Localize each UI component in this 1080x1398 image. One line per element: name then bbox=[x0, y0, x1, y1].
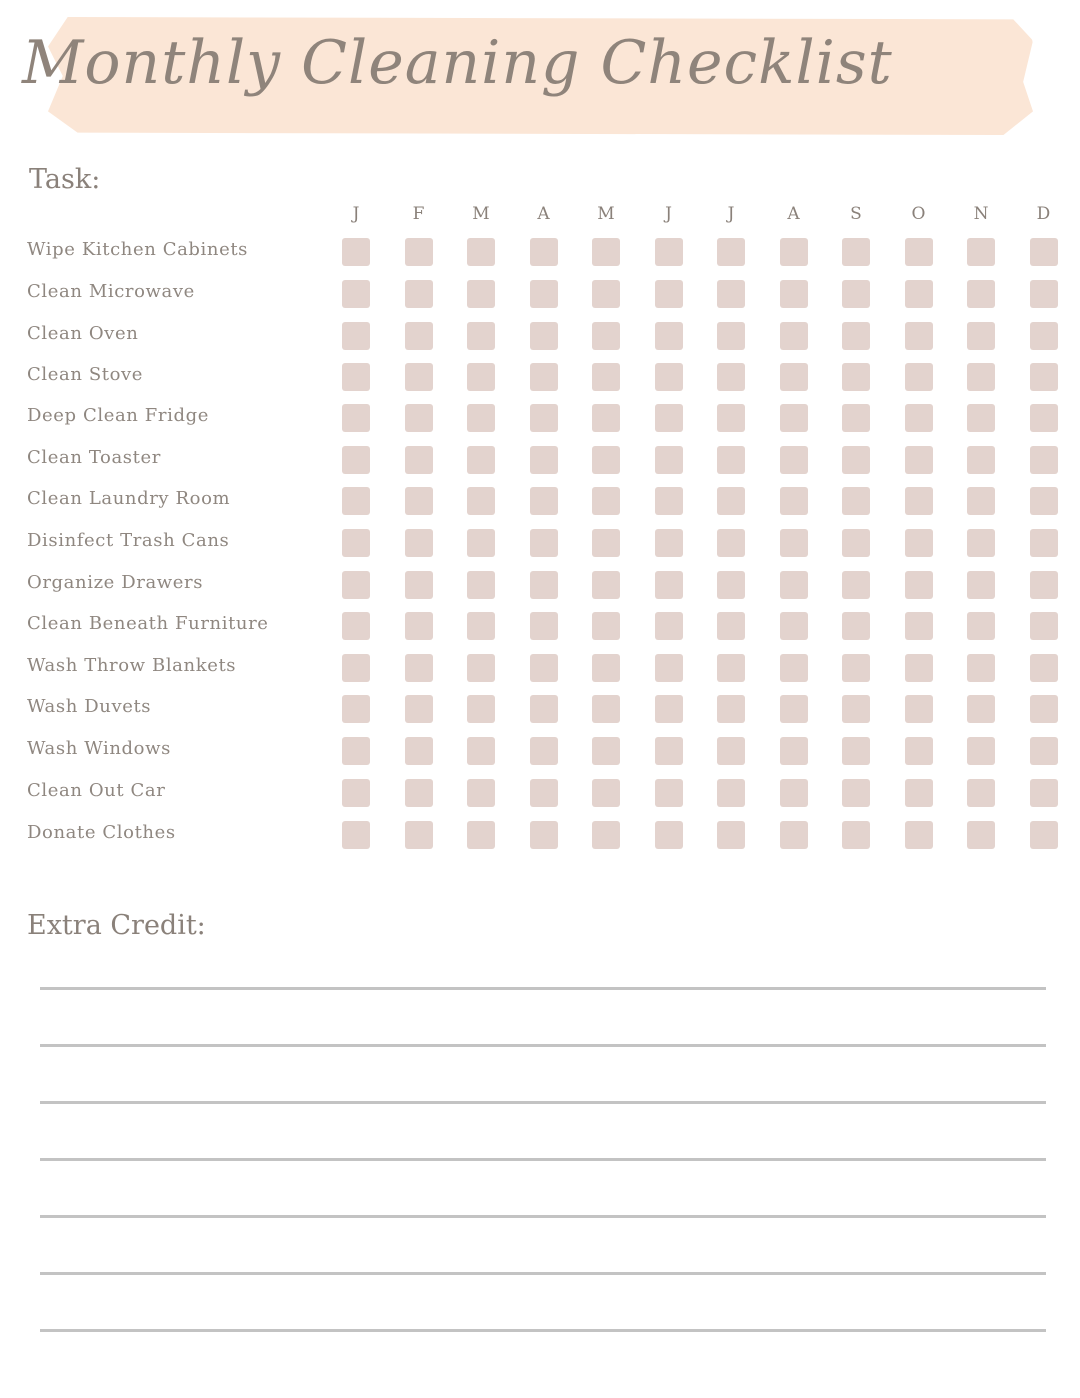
month-header: J bbox=[727, 204, 735, 224]
task-checkbox[interactable] bbox=[655, 238, 683, 266]
task-checkbox[interactable] bbox=[1030, 238, 1058, 266]
task-checkbox[interactable] bbox=[717, 446, 745, 474]
task-checkbox[interactable] bbox=[467, 821, 495, 849]
task-checkbox[interactable] bbox=[842, 280, 870, 308]
task-checkbox[interactable] bbox=[405, 487, 433, 515]
month-header: S bbox=[850, 204, 862, 224]
task-checkbox[interactable] bbox=[905, 404, 933, 432]
writing-line[interactable] bbox=[40, 1329, 1046, 1332]
task-checkbox[interactable] bbox=[467, 779, 495, 807]
task-label: Organize Drawers bbox=[27, 572, 204, 593]
task-checkbox[interactable] bbox=[592, 737, 620, 765]
task-checkbox[interactable] bbox=[467, 280, 495, 308]
task-checkbox[interactable] bbox=[967, 404, 995, 432]
task-checkbox[interactable] bbox=[780, 404, 808, 432]
task-checkbox[interactable] bbox=[1030, 446, 1058, 474]
extra-credit-heading: Extra Credit: bbox=[27, 910, 206, 941]
task-checkbox[interactable] bbox=[717, 487, 745, 515]
task-checkbox[interactable] bbox=[967, 821, 995, 849]
task-checkbox[interactable] bbox=[467, 654, 495, 682]
task-checkbox[interactable] bbox=[1030, 695, 1058, 723]
month-header: D bbox=[1036, 204, 1051, 224]
task-checkbox[interactable] bbox=[592, 695, 620, 723]
task-checkbox[interactable] bbox=[342, 654, 370, 682]
task-checkbox[interactable] bbox=[592, 363, 620, 391]
task-checkbox[interactable] bbox=[717, 695, 745, 723]
task-label: Clean Oven bbox=[27, 323, 139, 344]
task-checkbox[interactable] bbox=[467, 737, 495, 765]
task-checkbox[interactable] bbox=[842, 363, 870, 391]
task-checkbox[interactable] bbox=[405, 446, 433, 474]
task-checkbox[interactable] bbox=[592, 779, 620, 807]
task-checkbox[interactable] bbox=[592, 654, 620, 682]
task-checkbox[interactable] bbox=[530, 363, 558, 391]
task-checkbox[interactable] bbox=[1030, 571, 1058, 599]
task-checkbox[interactable] bbox=[342, 322, 370, 350]
task-checkbox[interactable] bbox=[655, 446, 683, 474]
task-checkbox[interactable] bbox=[905, 487, 933, 515]
task-checkbox[interactable] bbox=[342, 487, 370, 515]
task-checkbox[interactable] bbox=[967, 238, 995, 266]
task-checkbox[interactable] bbox=[655, 322, 683, 350]
task-checkbox[interactable] bbox=[905, 737, 933, 765]
task-checkbox[interactable] bbox=[967, 487, 995, 515]
task-checkbox[interactable] bbox=[967, 280, 995, 308]
task-label: Clean Beneath Furniture bbox=[27, 613, 269, 634]
task-checkbox[interactable] bbox=[967, 779, 995, 807]
task-checkbox[interactable] bbox=[842, 404, 870, 432]
task-checkbox[interactable] bbox=[842, 612, 870, 640]
task-checkbox[interactable] bbox=[905, 280, 933, 308]
task-checkbox[interactable] bbox=[717, 654, 745, 682]
task-checkbox[interactable] bbox=[780, 363, 808, 391]
task-checkbox[interactable] bbox=[592, 446, 620, 474]
task-checkbox[interactable] bbox=[655, 404, 683, 432]
task-checkbox[interactable] bbox=[592, 571, 620, 599]
task-checkbox[interactable] bbox=[1030, 737, 1058, 765]
task-checkbox[interactable] bbox=[342, 238, 370, 266]
task-checkbox[interactable] bbox=[842, 571, 870, 599]
task-checkbox[interactable] bbox=[905, 571, 933, 599]
task-checkbox[interactable] bbox=[905, 238, 933, 266]
page-title: Monthly Cleaning Checklist bbox=[22, 28, 893, 98]
task-label: Clean Out Car bbox=[27, 780, 166, 801]
task-checkbox[interactable] bbox=[842, 446, 870, 474]
task-checkbox[interactable] bbox=[1030, 487, 1058, 515]
task-checkbox[interactable] bbox=[405, 821, 433, 849]
task-checkbox[interactable] bbox=[1030, 612, 1058, 640]
task-checkbox[interactable] bbox=[342, 779, 370, 807]
task-checkbox[interactable] bbox=[717, 404, 745, 432]
task-checkbox[interactable] bbox=[1030, 821, 1058, 849]
month-header: J bbox=[352, 204, 360, 224]
task-label: Clean Toaster bbox=[27, 447, 161, 468]
task-checkbox[interactable] bbox=[905, 529, 933, 557]
task-checkbox[interactable] bbox=[967, 446, 995, 474]
month-header: J bbox=[665, 204, 672, 224]
task-checkbox[interactable] bbox=[905, 821, 933, 849]
task-checkbox[interactable] bbox=[717, 280, 745, 308]
task-checkbox[interactable] bbox=[655, 612, 683, 640]
task-checkbox[interactable] bbox=[780, 695, 808, 723]
task-checkbox[interactable] bbox=[842, 322, 870, 350]
task-heading: Task: bbox=[29, 164, 101, 195]
task-checkbox[interactable] bbox=[717, 821, 745, 849]
task-checkbox[interactable] bbox=[655, 695, 683, 723]
task-checkbox[interactable] bbox=[342, 404, 370, 432]
task-checkbox[interactable] bbox=[655, 779, 683, 807]
task-checkbox[interactable] bbox=[780, 821, 808, 849]
task-checkbox[interactable] bbox=[717, 322, 745, 350]
task-checkbox[interactable] bbox=[842, 529, 870, 557]
task-checkbox[interactable] bbox=[1030, 404, 1058, 432]
task-checkbox[interactable] bbox=[530, 571, 558, 599]
task-label: Disinfect Trash Cans bbox=[27, 530, 230, 551]
task-checkbox[interactable] bbox=[592, 487, 620, 515]
task-checkbox[interactable] bbox=[780, 446, 808, 474]
task-checkbox[interactable] bbox=[405, 322, 433, 350]
task-checkbox[interactable] bbox=[655, 571, 683, 599]
task-checkbox[interactable] bbox=[592, 821, 620, 849]
task-checkbox[interactable] bbox=[467, 529, 495, 557]
task-checkbox[interactable] bbox=[967, 322, 995, 350]
task-label: Wash Duvets bbox=[27, 696, 152, 717]
task-checkbox[interactable] bbox=[717, 737, 745, 765]
task-checkbox[interactable] bbox=[967, 612, 995, 640]
task-checkbox[interactable] bbox=[967, 571, 995, 599]
task-checkbox[interactable] bbox=[592, 280, 620, 308]
month-header: N bbox=[973, 204, 989, 224]
month-header: A bbox=[787, 204, 800, 224]
task-checkbox[interactable] bbox=[405, 280, 433, 308]
task-checkbox[interactable] bbox=[905, 446, 933, 474]
writing-line[interactable] bbox=[40, 1044, 1046, 1047]
task-checkbox[interactable] bbox=[717, 571, 745, 599]
task-checkbox[interactable] bbox=[467, 695, 495, 723]
month-header: M bbox=[597, 204, 615, 224]
task-checkbox[interactable] bbox=[405, 571, 433, 599]
task-checkbox[interactable] bbox=[467, 612, 495, 640]
task-checkbox[interactable] bbox=[342, 280, 370, 308]
task-checkbox[interactable] bbox=[530, 238, 558, 266]
task-checkbox[interactable] bbox=[655, 654, 683, 682]
task-checkbox[interactable] bbox=[405, 529, 433, 557]
task-label: Wash Throw Blankets bbox=[27, 655, 237, 676]
task-checkbox[interactable] bbox=[342, 363, 370, 391]
task-checkbox[interactable] bbox=[592, 612, 620, 640]
task-checkbox[interactable] bbox=[405, 695, 433, 723]
task-checkbox[interactable] bbox=[530, 695, 558, 723]
task-checkbox[interactable] bbox=[342, 446, 370, 474]
task-checkbox[interactable] bbox=[780, 737, 808, 765]
task-checkbox[interactable] bbox=[467, 571, 495, 599]
task-checkbox[interactable] bbox=[405, 654, 433, 682]
task-checkbox[interactable] bbox=[967, 363, 995, 391]
task-checkbox[interactable] bbox=[1030, 529, 1058, 557]
task-label: Clean Laundry Room bbox=[27, 488, 231, 509]
task-checkbox[interactable] bbox=[967, 737, 995, 765]
month-header: M bbox=[472, 204, 490, 224]
task-checkbox[interactable] bbox=[405, 363, 433, 391]
task-checkbox[interactable] bbox=[405, 404, 433, 432]
task-checkbox[interactable] bbox=[467, 404, 495, 432]
task-label: Clean Stove bbox=[27, 364, 144, 385]
task-checkbox[interactable] bbox=[655, 529, 683, 557]
task-checkbox[interactable] bbox=[842, 487, 870, 515]
task-checkbox[interactable] bbox=[1030, 779, 1058, 807]
task-checkbox[interactable] bbox=[467, 363, 495, 391]
task-checkbox[interactable] bbox=[905, 779, 933, 807]
task-checkbox[interactable] bbox=[530, 322, 558, 350]
task-checkbox[interactable] bbox=[592, 404, 620, 432]
task-checkbox[interactable] bbox=[1030, 280, 1058, 308]
task-checkbox[interactable] bbox=[530, 446, 558, 474]
task-checkbox[interactable] bbox=[467, 238, 495, 266]
month-header: O bbox=[911, 204, 926, 224]
task-checkbox[interactable] bbox=[530, 612, 558, 640]
task-checkbox[interactable] bbox=[842, 737, 870, 765]
task-checkbox[interactable] bbox=[717, 363, 745, 391]
writing-line[interactable] bbox=[40, 987, 1046, 990]
task-checkbox[interactable] bbox=[780, 238, 808, 266]
task-checkbox[interactable] bbox=[655, 363, 683, 391]
task-checkbox[interactable] bbox=[592, 529, 620, 557]
task-checkbox[interactable] bbox=[655, 280, 683, 308]
task-checkbox[interactable] bbox=[342, 695, 370, 723]
task-label: Clean Microwave bbox=[27, 281, 195, 302]
task-label: Deep Clean Fridge bbox=[27, 405, 209, 426]
task-checkbox[interactable] bbox=[967, 529, 995, 557]
task-checkbox[interactable] bbox=[780, 487, 808, 515]
writing-line[interactable] bbox=[40, 1158, 1046, 1161]
task-checkbox[interactable] bbox=[780, 779, 808, 807]
task-checkbox[interactable] bbox=[342, 571, 370, 599]
task-checkbox[interactable] bbox=[342, 821, 370, 849]
task-checkbox[interactable] bbox=[717, 529, 745, 557]
task-checkbox[interactable] bbox=[905, 654, 933, 682]
task-checkbox[interactable] bbox=[780, 571, 808, 599]
task-checkbox[interactable] bbox=[717, 238, 745, 266]
task-checkbox[interactable] bbox=[655, 821, 683, 849]
task-checkbox[interactable] bbox=[1030, 322, 1058, 350]
task-checkbox[interactable] bbox=[530, 404, 558, 432]
task-checkbox[interactable] bbox=[467, 446, 495, 474]
task-checkbox[interactable] bbox=[842, 238, 870, 266]
task-checkbox[interactable] bbox=[717, 779, 745, 807]
task-checkbox[interactable] bbox=[342, 612, 370, 640]
task-checkbox[interactable] bbox=[780, 322, 808, 350]
task-checkbox[interactable] bbox=[530, 821, 558, 849]
task-checkbox[interactable] bbox=[530, 529, 558, 557]
task-label: Wash Windows bbox=[27, 738, 171, 759]
task-checkbox[interactable] bbox=[780, 280, 808, 308]
task-checkbox[interactable] bbox=[655, 737, 683, 765]
task-checkbox[interactable] bbox=[842, 695, 870, 723]
task-checkbox[interactable] bbox=[405, 737, 433, 765]
writing-line[interactable] bbox=[40, 1215, 1046, 1218]
task-checkbox[interactable] bbox=[592, 238, 620, 266]
writing-line[interactable] bbox=[40, 1272, 1046, 1275]
month-header: F bbox=[412, 204, 425, 224]
task-label: Donate Clothes bbox=[27, 822, 176, 843]
task-checkbox[interactable] bbox=[1030, 654, 1058, 682]
task-checkbox[interactable] bbox=[842, 654, 870, 682]
month-header: A bbox=[537, 204, 550, 224]
writing-line[interactable] bbox=[40, 1101, 1046, 1104]
task-checkbox[interactable] bbox=[905, 322, 933, 350]
task-checkbox[interactable] bbox=[780, 612, 808, 640]
task-checkbox[interactable] bbox=[530, 280, 558, 308]
task-checkbox[interactable] bbox=[405, 612, 433, 640]
task-checkbox[interactable] bbox=[842, 779, 870, 807]
task-checkbox[interactable] bbox=[467, 322, 495, 350]
task-checkbox[interactable] bbox=[780, 654, 808, 682]
task-checkbox[interactable] bbox=[405, 238, 433, 266]
task-checkbox[interactable] bbox=[530, 737, 558, 765]
task-checkbox[interactable] bbox=[655, 487, 683, 515]
task-checkbox[interactable] bbox=[405, 779, 433, 807]
task-checkbox[interactable] bbox=[592, 322, 620, 350]
task-checkbox[interactable] bbox=[967, 654, 995, 682]
task-checkbox[interactable] bbox=[342, 737, 370, 765]
task-checkbox[interactable] bbox=[842, 821, 870, 849]
task-checkbox[interactable] bbox=[905, 695, 933, 723]
task-checkbox[interactable] bbox=[1030, 363, 1058, 391]
task-checkbox[interactable] bbox=[342, 529, 370, 557]
task-label: Wipe Kitchen Cabinets bbox=[27, 239, 249, 260]
task-checkbox[interactable] bbox=[905, 363, 933, 391]
task-checkbox[interactable] bbox=[530, 487, 558, 515]
task-checkbox[interactable] bbox=[717, 612, 745, 640]
task-checkbox[interactable] bbox=[967, 695, 995, 723]
task-checkbox[interactable] bbox=[530, 654, 558, 682]
task-checkbox[interactable] bbox=[780, 529, 808, 557]
task-checkbox[interactable] bbox=[905, 612, 933, 640]
task-checkbox[interactable] bbox=[467, 487, 495, 515]
task-checkbox[interactable] bbox=[530, 779, 558, 807]
